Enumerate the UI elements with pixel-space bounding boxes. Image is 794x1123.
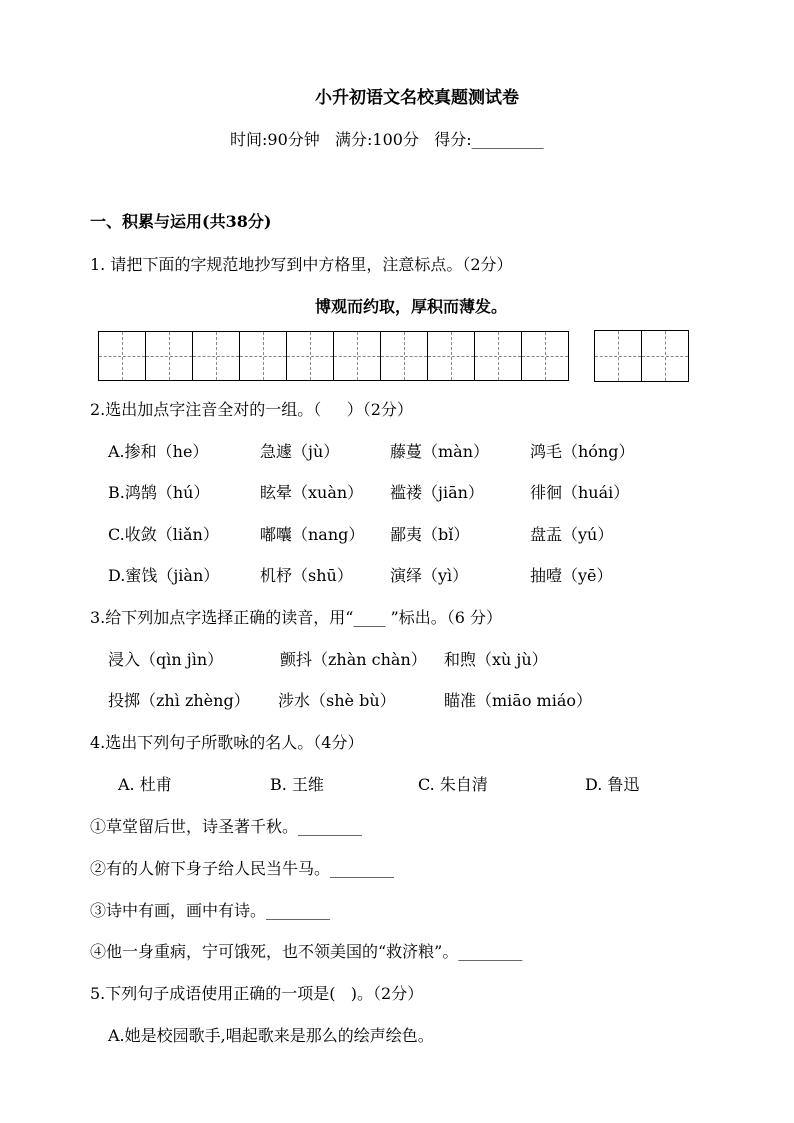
copy-text: 博观而约取，厚积而薄发。 [315, 297, 508, 316]
question-4-prompt: 4.选出下列句子所歌咏的名人。（4分） [90, 733, 364, 752]
q2-option: 急遽（jù） [260, 442, 340, 461]
grid-cell[interactable] [239, 331, 287, 381]
writing-grid-extra[interactable] [594, 330, 688, 382]
q2-option: 藤蔓（màn） [390, 442, 490, 461]
q4-option: B. 王维 [270, 775, 324, 794]
page-title: 小升初语文名校真题测试卷 [315, 88, 519, 108]
question-5-prompt: 5.下列句子成语使用正确的一项是( )。（2分） [90, 984, 424, 1003]
grid-cell[interactable] [98, 331, 146, 381]
grid-cell[interactable] [286, 331, 334, 381]
q2-option: 鄙夷（bǐ） [390, 525, 470, 544]
writing-grid-main[interactable] [98, 331, 568, 381]
q4-item: ②有的人俯下身子给人民当牛马。________ [90, 859, 395, 878]
q2-option: B.鸿鹄（hú） [108, 483, 210, 502]
q2-option: 机杼（shū） [260, 566, 353, 585]
q2-option: 抽噎（yē） [530, 566, 613, 585]
grid-cell[interactable] [594, 330, 642, 382]
question-2-prompt: 2.选出加点字注音全对的一组。（ ）（2分） [90, 400, 413, 419]
q2-option: 盘盂（yú） [530, 525, 614, 544]
q5-option-a: A.她是校园歌手,唱起歌来是那么的绘声绘色。 [108, 1026, 434, 1045]
section-heading: 一、积累与运用(共38分) [90, 212, 272, 231]
question-1-prompt: 1. 请把下面的字规范地抄写到中方格里，注意标点。（2分） [90, 255, 513, 274]
grid-cell[interactable] [521, 331, 569, 381]
q3-item: 颤抖（zhàn chàn） [280, 650, 427, 669]
grid-cell[interactable] [333, 331, 381, 381]
q2-option: C.收敛（liǎn） [108, 525, 219, 544]
q3-item: 投掷（zhì zhèng） [108, 691, 250, 710]
q4-item: ①草堂留后世，诗圣著千秋。________ [90, 817, 363, 836]
q4-option: D. 鲁迅 [585, 775, 640, 794]
q3-item: 涉水（shè bù） [278, 691, 396, 710]
grid-cell[interactable] [427, 331, 475, 381]
q4-option: A. 杜甫 [118, 775, 172, 794]
grid-cell[interactable] [641, 330, 689, 382]
exam-meta: 时间:90分钟 满分:100分 得分:_________ [230, 130, 544, 149]
q4-option: C. 朱自清 [418, 775, 488, 794]
q2-option: A.掺和（he） [108, 442, 209, 461]
grid-cell[interactable] [380, 331, 428, 381]
q2-option: 眩晕（xuàn） [260, 483, 364, 502]
q2-option: D.蜜饯（jiàn） [108, 566, 220, 585]
q2-option: 鸿毛（hóng） [530, 442, 635, 461]
q4-item: ④他一身重病，宁可饿死，也不领美国的“救济粮”。________ [90, 942, 523, 961]
grid-cell[interactable] [192, 331, 240, 381]
q2-option: 徘徊（huái） [530, 483, 630, 502]
q2-option: 褴褛（jiān） [390, 483, 484, 502]
q4-item: ③诗中有画，画中有诗。________ [90, 901, 331, 920]
question-3-prompt: 3.给下列加点字选择正确的读音，用“____ ”标出。（6 分） [90, 608, 502, 627]
q2-option: 演绎（yì） [390, 566, 469, 585]
q3-item: 浸入（qìn jìn） [108, 650, 224, 669]
q3-item: 瞄准（miāo miáo） [444, 691, 593, 710]
grid-cell[interactable] [145, 331, 193, 381]
grid-cell[interactable] [474, 331, 522, 381]
q2-option: 嘟囔（nang） [260, 525, 365, 544]
q3-item: 和煦（xù jù） [444, 650, 548, 669]
